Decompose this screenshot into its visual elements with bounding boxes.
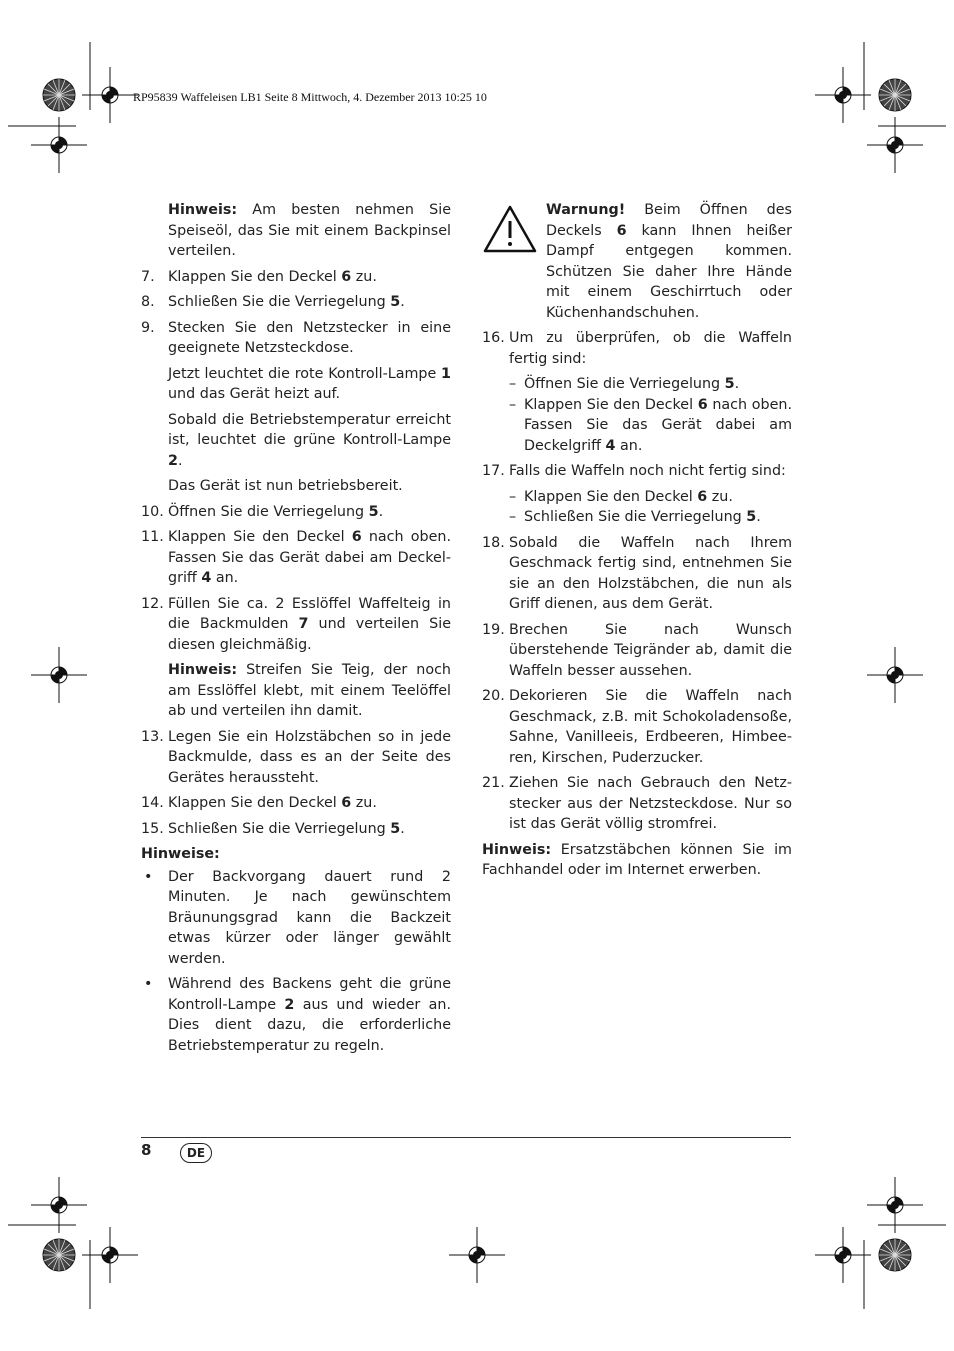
note-replacement-sticks: Hinweis: Ersatzstäbchen können Sie im Fachhandel oder im Internet erwerben. bbox=[482, 841, 792, 878]
warning-steam: Warnung! Beim Öffnen des Deckels 6 kann Ihnen heißer Dampf entgegen kommen. Schützen Sie daher Ihre Hände mit einem Geschirrtuch oder Küchenhandschuhen. bbox=[482, 200, 792, 323]
step-16-open-lid: – Klappen Sie den Deckel 6 nach oben. Fassen Sie das Gerät dabei am Deckelgriff 4 an. bbox=[509, 396, 792, 454]
step-13: 13. Legen Sie ein Holzstäbchen so in jede Backmulde, dass es an der Seite des Gerätes heraussteht. bbox=[141, 728, 451, 786]
step-17-close-lid: – Klappen Sie den Deckel 6 zu. bbox=[509, 488, 733, 505]
step-20: 20. Dekorieren Sie die Waffeln nach Geschmack, z.B. mit Schokoladensoße, Sahne, Vanilleeis, Erdbeeren, Himbeeren, Kirschen, Puderzucker. bbox=[482, 688, 792, 766]
note-oil: Hinweis: Am besten nehmen Sie Speiseöl, das Sie mit einem Backpinsel verteilen. bbox=[168, 202, 451, 259]
warning-icon bbox=[482, 204, 538, 254]
page-number: 8 bbox=[141, 1141, 152, 1159]
print-header: RP95839 Waffeleisen LB1 Seite 8 Mittwoch, 4. Dezember 2013 10:25 10 bbox=[133, 90, 487, 104]
step-9-green-lamp: Sobald die Betriebstemperatur erreicht ist, leuchtet die grüne Kontroll-Lampe 2. bbox=[168, 411, 451, 469]
right-column bbox=[482, 200, 792, 886]
step-18: 18. Sobald die Waffeln nach Ihrem Geschmack fertig sind, entnehmen Sie sie an den Holzstäbchen, die nun als Griff dienen, aus dem Gerät. bbox=[482, 534, 792, 612]
step-8: 8. Schließen Sie die Verriegelung 5. bbox=[141, 294, 405, 310]
hinweise-heading: Hinweise: bbox=[141, 846, 220, 862]
step-12: 12. Füllen Sie ca. 2 Esslöffel Waffelteig in die Backmulden 7 und verteilen Sie diesen gleichmäßig. bbox=[141, 595, 451, 653]
footer-rule bbox=[141, 1137, 791, 1138]
step-9-ready: Das Gerät ist nun betriebsbereit. bbox=[168, 478, 403, 494]
step-11: 11. Klappen Sie den Deckel 6 nach oben. Fassen Sie das Gerät dabei am Deckelgriff 4 an. bbox=[141, 529, 451, 586]
step-17-close-lock: – Schließen Sie die Verriegelung 5. bbox=[509, 509, 761, 525]
left-column bbox=[141, 200, 451, 1061]
step-10: 10. Öffnen Sie die Verriegelung 5. bbox=[141, 503, 384, 520]
step-7: 7. Klappen Sie den Deckel 6 zu. bbox=[141, 268, 377, 285]
step-21: 21. Ziehen Sie nach Gebrauch den Netzstecker aus der Netzsteckdose. Nur so ist das Gerät völlig stromfrei. bbox=[482, 775, 792, 832]
bullet-bake-time: • Der Backvorgang dauert rund 2 Minuten. Je nach gewünschtem Bräunungsgrad kann die Backzeit etwas kürzer oder länger gewählt werden. bbox=[144, 868, 451, 967]
note-batter: Hinweis: Streifen Sie Teig, der noch am Esslöffel klebt, mit einem Teelöffel ab und verteilen ihn damit. bbox=[168, 662, 451, 719]
step-17: 17. Falls die Waffeln noch nicht fertig sind: bbox=[482, 463, 786, 479]
step-9: 9. Stecken Sie den Netzstecker in eine geeignete Netzsteckdose. bbox=[141, 319, 451, 356]
step-15: 15. Schließen Sie die Verriegelung 5. bbox=[141, 820, 405, 837]
step-16-open-lock: – Öffnen Sie die Verriegelung 5. bbox=[509, 376, 740, 392]
bullet-green-lamp: • Während des Backens geht die grüne Kontroll-Lampe 2 aus und wieder an. Dies dient dazu, die erforderliche Betriebstemperatur zu regeln. bbox=[144, 976, 451, 1054]
language-badge: DE bbox=[180, 1143, 212, 1163]
step-14: 14. Klappen Sie den Deckel 6 zu. bbox=[141, 795, 377, 811]
step-19: 19. Brechen Sie nach Wunsch überstehende Teigränder ab, damit die Waffeln besser aussehen. bbox=[482, 621, 792, 679]
step-9-red-lamp: Jetzt leuchtet die rote Kontroll-Lampe 1 und das Gerät heizt auf. bbox=[168, 365, 451, 402]
step-16: 16. Um zu überprüfen, ob die Waffeln fertig sind: bbox=[482, 330, 792, 367]
